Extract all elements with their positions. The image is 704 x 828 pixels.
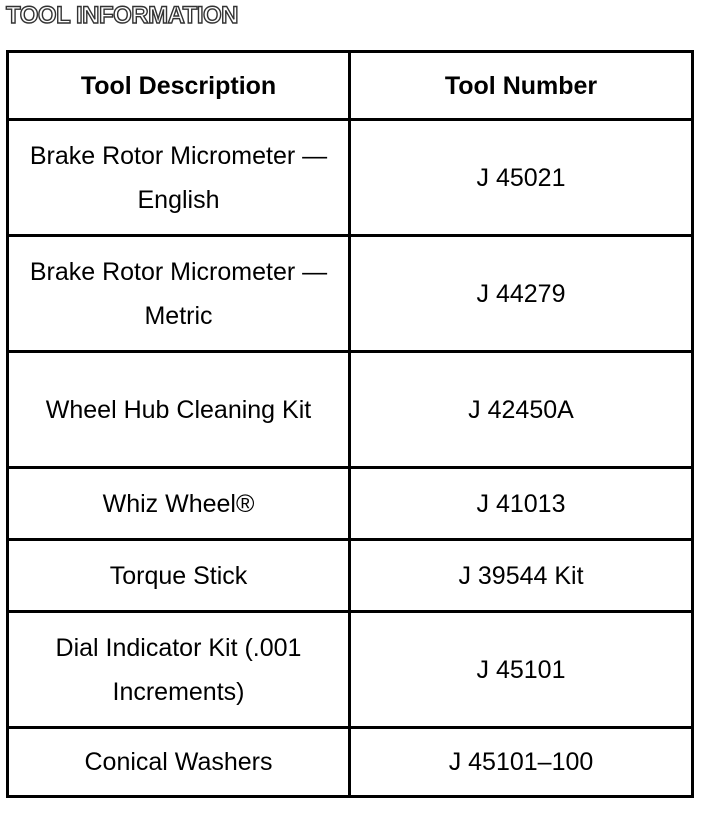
tool-number-cell: J 45101 [350,612,693,728]
table-row [8,540,693,612]
page-title: TOOL INFORMATION [6,2,238,29]
column-header-tool-number: Tool Number [350,52,693,120]
table-row [8,728,693,797]
tool-information-table [6,50,694,798]
tool-description-cell: Conical Washers [8,728,350,797]
table-header-row [8,52,693,120]
tool-number-cell: J 39544 Kit [350,540,693,612]
tool-number-cell: J 42450A [350,352,693,468]
table-row [8,236,693,352]
tool-number-cell: J 45021 [350,120,693,236]
tool-description-cell: Wheel Hub Cleaning Kit [8,352,350,468]
tool-number-cell: J 44279 [350,236,693,352]
tool-description-cell: Whiz Wheel® [8,468,350,540]
table-row [8,612,693,728]
tool-description-cell: Brake Rotor Micrometer — Metric [8,236,350,352]
tool-description-cell: Dial Indicator Kit (.001 Increments) [8,612,350,728]
table-row [8,352,693,468]
column-header-tool-description: Tool Description [8,52,350,120]
tool-number-cell: J 45101–100 [350,728,693,797]
tool-number-cell: J 41013 [350,468,693,540]
tool-description-cell: Brake Rotor Micrometer — English [8,120,350,236]
table-row [8,468,693,540]
tool-description-cell: Torque Stick [8,540,350,612]
table-row [8,120,693,236]
